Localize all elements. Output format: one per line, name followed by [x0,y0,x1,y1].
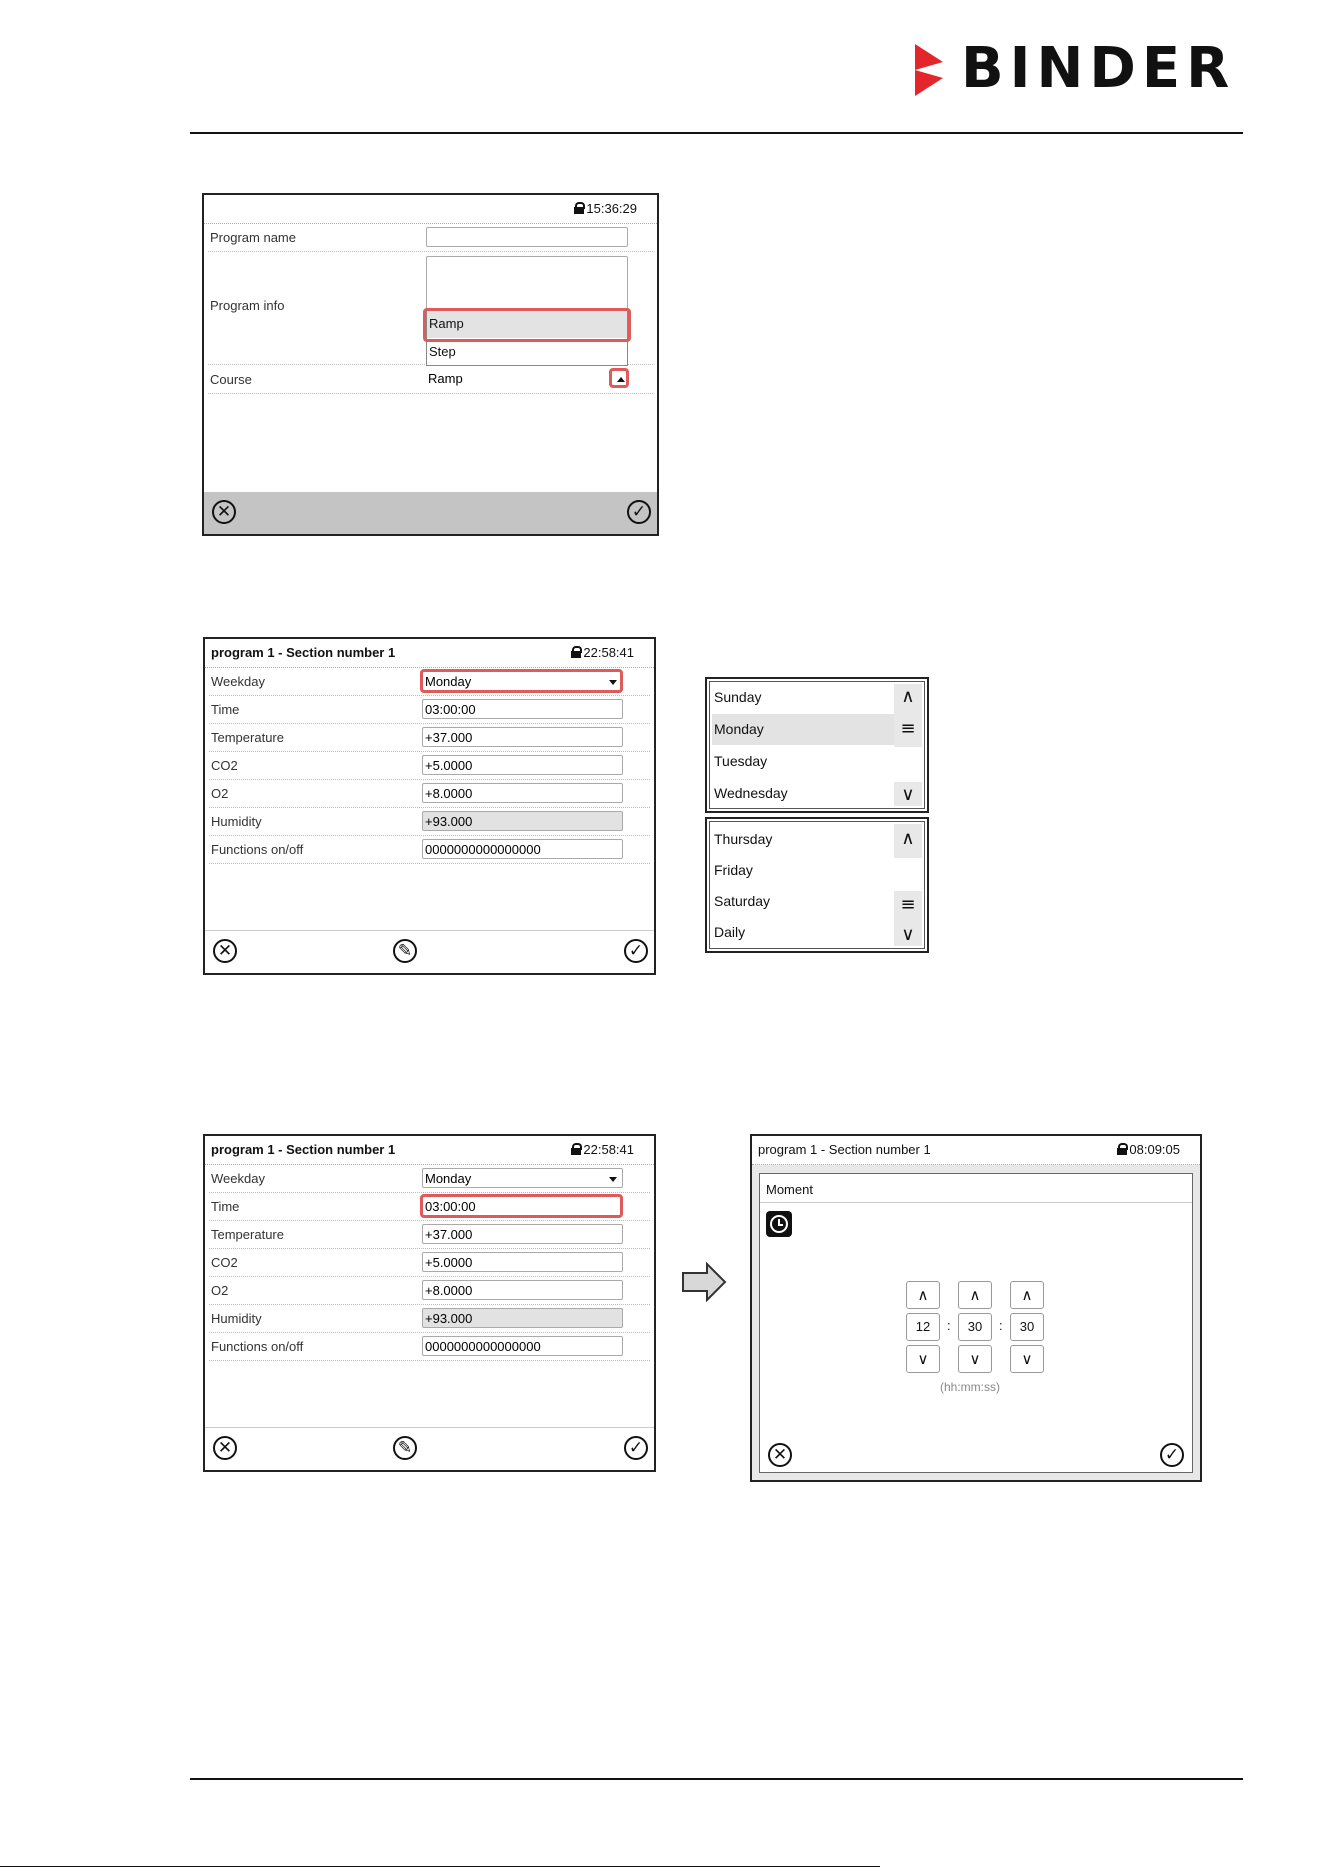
row-label: Course [210,372,252,387]
list-item-monday[interactable]: Monday [712,714,902,745]
row-weekday [209,1164,650,1193]
course-dropdown-toggle[interactable] [609,368,629,388]
section-edit-screen-weekday [203,637,656,975]
hours-value[interactable]: 12 [906,1313,940,1341]
format-hint: (hh:mm:ss) [940,1380,1000,1394]
row-functions [209,1332,650,1361]
row-temperature [209,723,650,752]
row-time [209,1192,650,1221]
time-separator: : [999,1318,1003,1333]
temperature-input[interactable]: +37.000 [422,727,623,747]
row-program-name [208,223,653,252]
row-label: Program name [210,230,296,245]
minutes-down-button[interactable]: ∨ [958,1345,992,1373]
moment-dialog [759,1173,1193,1443]
time-highlight [420,1194,623,1218]
row-label: Time [211,702,240,717]
screen-title: program 1 - Section number 1 [758,1142,931,1157]
scroll-down-icon[interactable]: ∨ [901,924,915,945]
functions-input[interactable]: 0000000000000000 [422,839,623,859]
program-name-input[interactable] [426,227,628,247]
scrollbar-track-gap [894,858,922,891]
row-o2 [209,779,650,808]
temperature-input[interactable]: +37.000 [422,1224,623,1244]
edit-icon[interactable]: ✎ [393,939,417,963]
list-item-thursday[interactable]: Thursday [714,831,773,847]
header-divider [190,132,1243,134]
screen-title: program 1 - Section number 1 [211,645,396,660]
caret-up-icon [617,377,625,382]
row-label: Temperature [211,1227,284,1242]
hours-down-button[interactable]: ∨ [906,1345,940,1373]
row-label: Weekday [211,1171,265,1186]
list-item-wednesday[interactable]: Wednesday [714,785,788,801]
scroll-thumb-icon[interactable]: ≡ [900,894,916,915]
clock-icon [766,1211,792,1237]
scrollbar[interactable] [894,684,922,806]
status-bar [204,195,657,224]
clock: 15:36:29 [570,201,637,216]
row-temperature [209,1220,650,1249]
humidity-input: +93.000 [422,1308,623,1328]
row-label: Time [211,1199,240,1214]
lock-icon [570,202,584,214]
row-time [209,695,650,724]
humidity-input: +93.000 [422,811,623,831]
scrollbar[interactable] [894,824,922,946]
lock-icon [567,646,581,658]
row-label: Program info [210,298,285,313]
list-item-saturday[interactable]: Saturday [714,893,771,909]
row-functions [209,835,650,864]
action-bar [759,1439,1193,1473]
action-bar [204,492,657,534]
row-label: Functions on/off [211,1339,304,1354]
action-bar [205,1427,654,1470]
cancel-icon[interactable]: ✕ [768,1443,792,1467]
row-co2 [209,751,650,780]
course-select[interactable]: Ramp [426,369,628,389]
clock: 08:09:05 [1113,1142,1180,1157]
row-label: Humidity [211,814,262,829]
row-label: Weekday [211,674,265,689]
clock: 22:58:41 [567,645,634,660]
scroll-thumb-icon[interactable]: ≡ [900,718,916,739]
row-label: CO2 [211,1255,238,1270]
weekday-list-page-1 [705,677,929,813]
row-humidity [209,1304,650,1333]
minutes-up-button[interactable]: ∧ [958,1281,992,1309]
binder-logo [913,36,1243,101]
row-weekday [209,667,650,696]
seconds-value[interactable]: 30 [1010,1313,1044,1341]
moment-dialog-screen [750,1134,1202,1482]
list-item-sunday[interactable]: Sunday [714,689,762,705]
weekday-select[interactable]: Monday [422,671,623,691]
scrollbar-track-gap [894,747,922,782]
action-bar [205,930,654,973]
row-label: O2 [211,1283,229,1298]
title-bar [205,1136,654,1165]
edit-icon[interactable]: ✎ [393,1436,417,1460]
scroll-up-icon[interactable]: ∧ [901,828,915,849]
time-input[interactable]: 03:00:00 [422,1196,623,1216]
confirm-icon[interactable]: ✓ [627,500,651,524]
title-bar [752,1136,1200,1165]
row-humidity [209,807,650,836]
weekday-select[interactable]: Monday [422,1168,623,1188]
selected-option-highlight [423,308,631,342]
hours-up-button[interactable]: ∧ [906,1281,940,1309]
row-o2 [209,1276,650,1305]
dropdown-option[interactable]: Ramp [427,310,627,338]
minutes-value[interactable]: 30 [958,1313,992,1341]
cancel-icon[interactable]: ✕ [212,500,236,524]
confirm-icon[interactable]: ✓ [624,1436,648,1460]
dialog-title: Moment [766,1182,813,1197]
lock-icon [567,1143,581,1155]
weekday-highlight [420,669,623,693]
row-label: Humidity [211,1311,262,1326]
seconds-up-button[interactable]: ∧ [1010,1281,1044,1309]
weekday-list-page-2 [705,817,929,953]
o2-input[interactable]: +8.0000 [422,1280,623,1300]
row-label: CO2 [211,758,238,773]
program-edit-screen [202,193,659,536]
row-label: Temperature [211,730,284,745]
footer-rule [0,1866,880,1867]
time-separator: : [947,1318,951,1333]
screen-title: program 1 - Section number 1 [211,1142,396,1157]
scroll-up-icon[interactable]: ∧ [901,686,915,707]
functions-input[interactable]: 0000000000000000 [422,1336,623,1356]
lock-icon [1113,1143,1127,1155]
co2-input[interactable]: +5.0000 [422,1252,623,1272]
confirm-icon[interactable]: ✓ [1160,1443,1184,1467]
title-bar [205,639,654,668]
caret-down-icon [609,1177,617,1182]
dropdown-option[interactable]: Step [429,344,456,359]
row-co2 [209,1248,650,1277]
row-label: O2 [211,786,229,801]
footer-divider [190,1778,1243,1780]
o2-input[interactable]: +8.0000 [422,783,623,803]
scroll-down-icon[interactable]: ∨ [901,784,915,805]
section-edit-screen-time [203,1134,656,1472]
co2-input[interactable]: +5.0000 [422,755,623,775]
row-course [208,365,653,394]
seconds-down-button[interactable]: ∨ [1010,1345,1044,1373]
time-input[interactable]: 03:00:00 [422,699,623,719]
binder-logo-text: BINDER [961,36,1236,101]
cancel-icon[interactable]: ✕ [213,1436,237,1460]
binder-logo-mark-icon [913,44,947,96]
list-item-friday[interactable]: Friday [714,862,753,878]
confirm-icon[interactable]: ✓ [624,939,648,963]
row-label: Functions on/off [211,842,304,857]
clock: 22:58:41 [567,1142,634,1157]
list-item-tuesday[interactable]: Tuesday [714,753,768,769]
cancel-icon[interactable]: ✕ [213,939,237,963]
list-item-daily[interactable]: Daily [714,924,746,940]
next-step-arrow-icon [681,1262,729,1302]
